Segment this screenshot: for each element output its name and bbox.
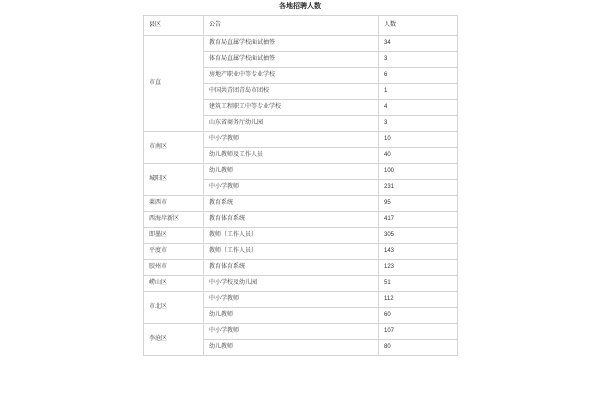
district-cell: 即墨区 <box>144 228 204 244</box>
table-row <box>144 276 458 292</box>
count-cell: 3 <box>379 116 458 132</box>
table-body <box>144 36 458 356</box>
count-cell: 123 <box>379 260 458 276</box>
page-title: 各地招聘人数 <box>279 3 321 10</box>
notice-cell: 中小学教师 <box>204 292 379 308</box>
count-cell: 3 <box>379 52 458 68</box>
district-cell: 崂山区 <box>144 276 204 292</box>
district-cell: 李沧区 <box>144 324 204 356</box>
count-cell: 1 <box>379 84 458 100</box>
notice-cell: 幼儿教师 <box>204 164 379 180</box>
district-cell: 市直 <box>144 36 204 132</box>
count-cell: 107 <box>379 324 458 340</box>
notice-cell: 中小学校及幼儿园 <box>204 276 379 292</box>
notice-cell: 幼儿教师 <box>204 308 379 324</box>
table-row <box>144 292 458 308</box>
table-row <box>144 244 458 260</box>
notice-cell: 中小学教师 <box>204 132 379 148</box>
count-cell: 51 <box>379 276 458 292</box>
notice-cell: 中小学教师 <box>204 324 379 340</box>
district-cell: 西海岸新区 <box>144 212 204 228</box>
district-cell: 市北区 <box>144 292 204 324</box>
table-row <box>144 212 458 228</box>
count-cell: 4 <box>379 100 458 116</box>
notice-cell: 建筑工程职工中等专业学校 <box>204 100 379 116</box>
count-cell: 100 <box>379 164 458 180</box>
notice-cell: 中国共青团青岛市团校 <box>204 84 379 100</box>
notice-cell: 幼儿教师 <box>204 340 379 356</box>
count-cell: 417 <box>379 212 458 228</box>
count-cell: 231 <box>379 180 458 196</box>
notice-cell: 幼儿教师及工作人员 <box>204 148 379 164</box>
count-cell: 112 <box>379 292 458 308</box>
table-row <box>144 260 458 276</box>
district-cell: 胶州市 <box>144 260 204 276</box>
district-cell: 莱西市 <box>144 196 204 212</box>
notice-cell: 教育局直属学校面试抽签 <box>204 36 379 52</box>
notice-cell: 房地产职业中等专业学校 <box>204 68 379 84</box>
notice-cell: 教师（工作人员） <box>204 244 379 260</box>
district-cell: 城阳区 <box>144 164 204 196</box>
count-cell: 80 <box>379 340 458 356</box>
notice-cell: 山东省商务厅幼儿园 <box>204 116 379 132</box>
notice-cell: 教师（工作人员） <box>204 228 379 244</box>
table-row <box>144 132 458 148</box>
district-cell: 平度市 <box>144 244 204 260</box>
count-cell: 60 <box>379 308 458 324</box>
count-cell: 10 <box>379 132 458 148</box>
count-cell: 40 <box>379 148 458 164</box>
district-cell: 市南区 <box>144 132 204 164</box>
header-count: 人数 <box>379 16 458 36</box>
notice-cell: 中小学教师 <box>204 180 379 196</box>
table-row <box>144 196 458 212</box>
recruitment-table <box>143 15 458 356</box>
notice-cell: 教育系统 <box>204 196 379 212</box>
count-cell: 6 <box>379 68 458 84</box>
table-row <box>144 164 458 180</box>
header-row <box>144 16 458 36</box>
header-notice: 公告 <box>204 16 379 36</box>
notice-cell: 体育局直属学校面试抽签 <box>204 52 379 68</box>
table-row <box>144 36 458 52</box>
count-cell: 34 <box>379 36 458 52</box>
header-district: 县区 <box>144 16 204 36</box>
table-header <box>144 16 458 36</box>
notice-cell: 教育体育系统 <box>204 212 379 228</box>
notice-cell: 教育体育系统 <box>204 260 379 276</box>
count-cell: 305 <box>379 228 458 244</box>
count-cell: 95 <box>379 196 458 212</box>
table-row <box>144 324 458 340</box>
count-cell: 143 <box>379 244 458 260</box>
table-row <box>144 228 458 244</box>
